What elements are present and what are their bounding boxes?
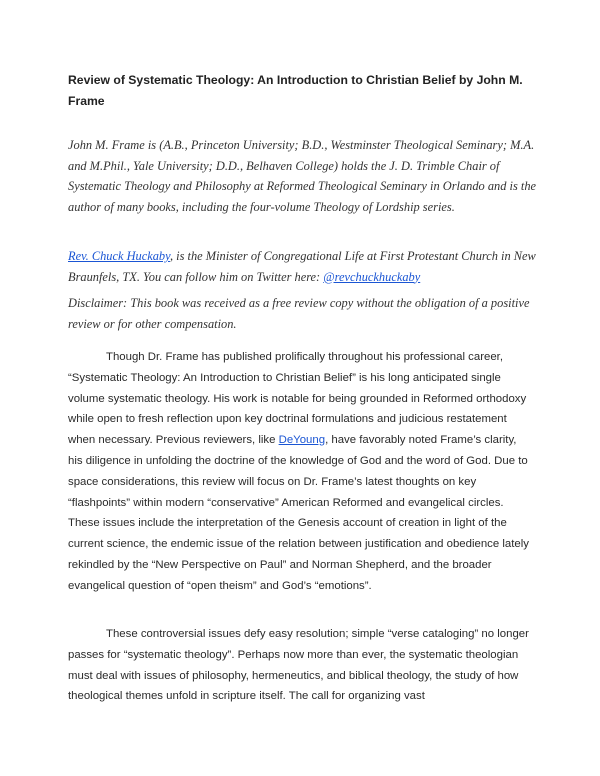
book-title: Systematic Theology: An Introduction to Christian Belief (128, 73, 456, 87)
body-paragraph-2: These controversial issues defy easy resolution; simple “verse cataloging” no longer passes for “systematic theology”. Perhaps now more than ever, the systematic theologian must deal with issues of philosophy, hermeneutics, and biblical theology, the study of how theological themes unfold in scripture itself. The call for organizing vast (68, 628, 529, 703)
paragraph-1-end: , have favorably noted Frame’s clarity, his diligence in unfolding the doctrine of the knowledge of God and the word of God. Due to space considerations, this review will focus on Dr. Frame’s latest thoughts on key “flashpoints” within modern “conservative” American Reformed and evangelical circles. These issues include the interpretation of the Genesis account of creation in light of the current science, the endemic issue of the relation between justification and obedience lately rekindled by the “New Perspective on Paul” and Norman Shepherd, and the broader evangelical question of “open theism” and God’s “emotions”. (68, 434, 529, 592)
title-prefix: Review of (68, 73, 129, 87)
title-suffix: by John M. Frame (68, 73, 523, 108)
twitter-handle-link[interactable]: @revchuckhuckaby (323, 269, 421, 284)
author-bio: John M. Frame is (A.B., Princeton University; B.D., Westminster Theological Seminary; M.A. and M.Phil., Yale University; D.D., Belhaven College) holds the J. D. Trimble Chair of Systematic Theology and Philosophy at Reformed Theological Seminary in Orlando and is the author of many books, including the four-volume Theology of Lordship series. (68, 138, 537, 214)
review-title (68, 70, 538, 112)
reviewer-description: , is the Minister of Congregational Life at First Protestant Church in New Braunfels, TX. You can follow him on Twitter here: (68, 249, 536, 284)
body-paragraph-1 (68, 347, 534, 597)
reviewer-name-link[interactable]: Rev. Chuck Huckaby (68, 249, 170, 263)
deyoung-link[interactable]: DeYoung (278, 434, 326, 447)
reviewer-info (68, 246, 538, 287)
paragraph-1-start: Though Dr. Frame has published prolifically throughout his professional career, “Systematic Theology: An Introduction to Christian Belief” is his long anticipated single volume systematic theology. His work is notable for being grounded in Reformed orthodoxy while open to fresh reflection upon key doctrinal formulations and judicious restatement when necessary. Previous reviewers, like (68, 351, 527, 447)
disclaimer: Disclaimer: This book was received as a free review copy without the obligation of a positive review or for other compensation. (68, 296, 530, 331)
